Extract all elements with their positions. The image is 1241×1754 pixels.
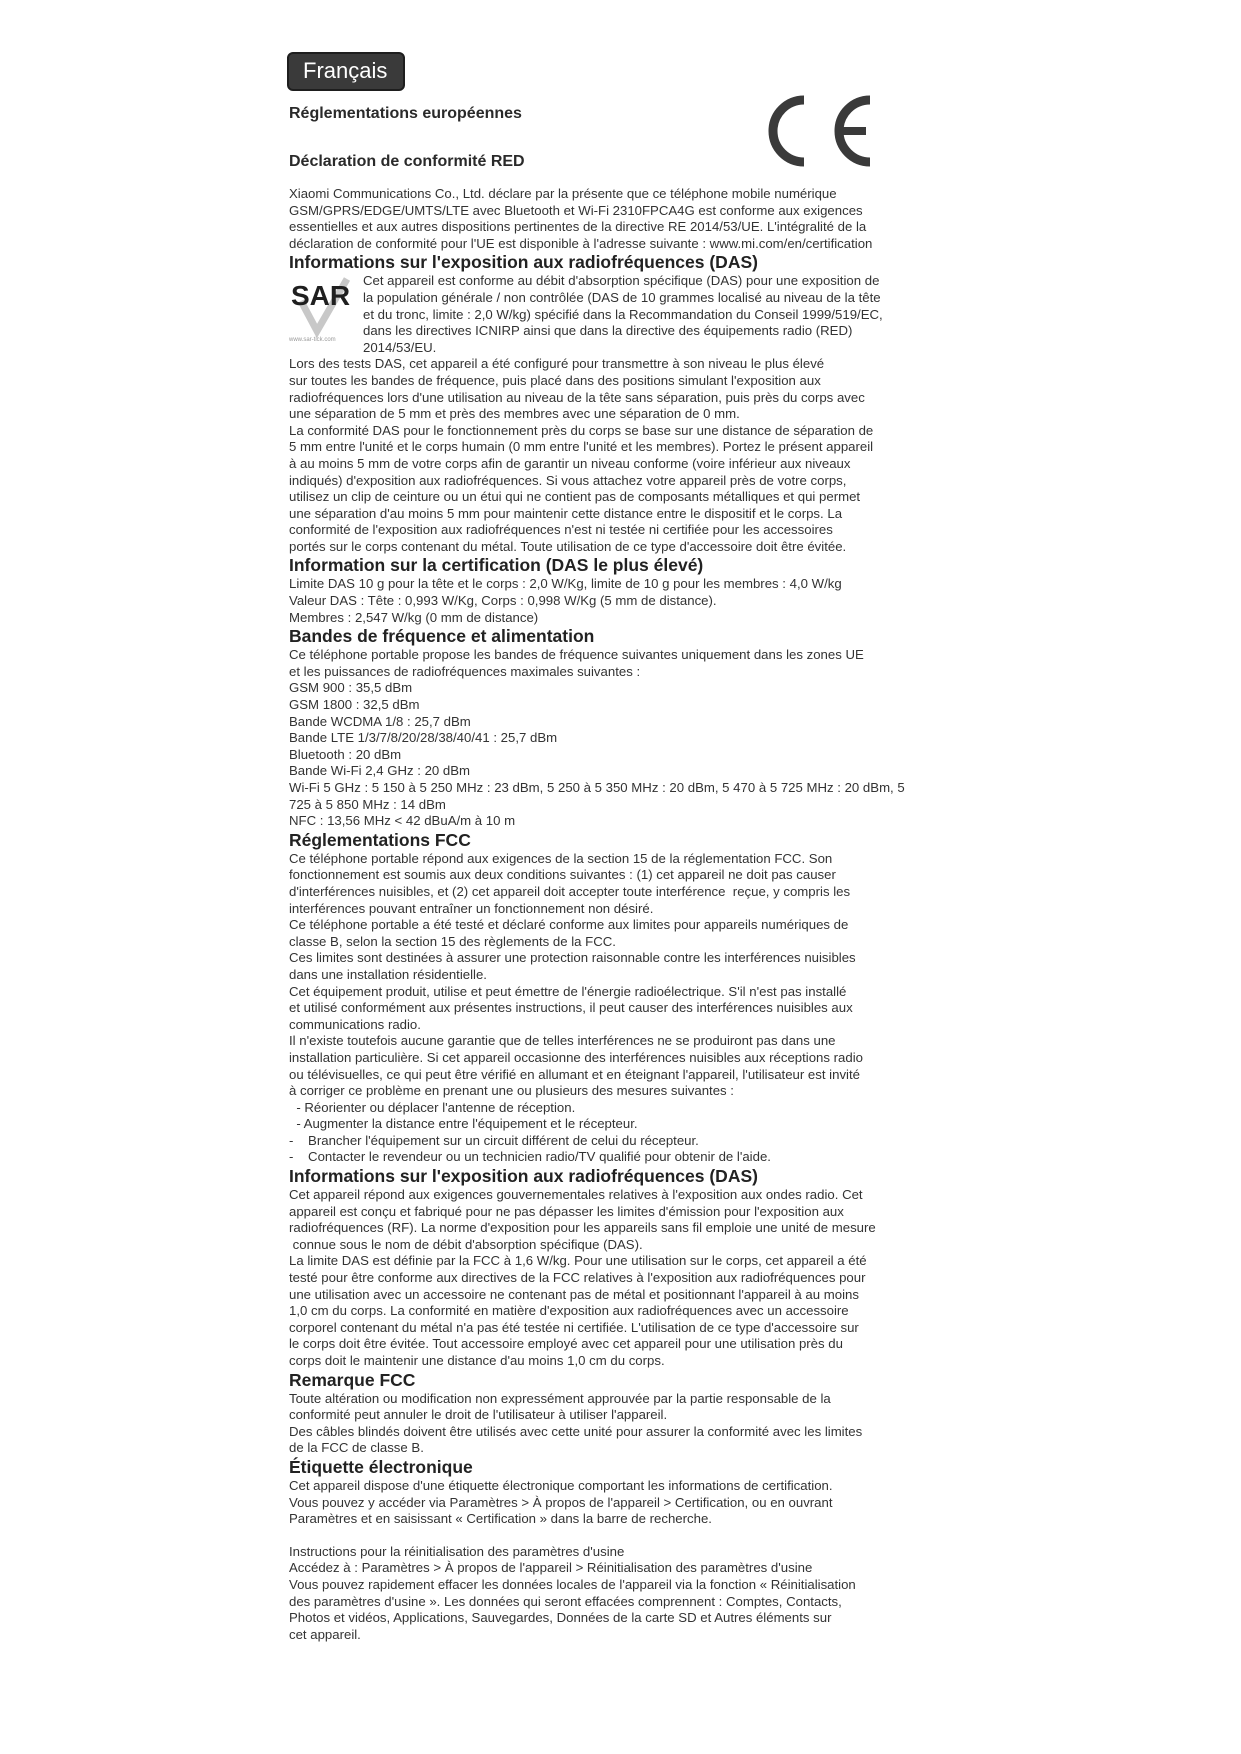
text-line: connue sous le nom de débit d'absorption spécifique (DAS). [289,1236,643,1252]
heading-red-declaration: Déclaration de conformité RED [289,153,525,170]
text-line: Photos et vidéos, Applications, Sauvegardes, Données de la carte SD et Autres éléments sur [289,1610,832,1626]
text-line: une séparation d'au moins 5 mm pour maintenir cette distance entre le dispositif et le corps. La [289,505,843,521]
text-line: - Brancher l'équipement sur un circuit différent de celui du récepteur. [289,1132,699,1148]
text-line: Il n'existe toutefois aucune garantie que de telles interférences ne se produiront pas dans une [289,1033,836,1049]
red-paragraph [289,186,961,252]
heading-rf-exposition-fcc: Informations sur l'exposition aux radiofréquences (DAS) [289,1166,758,1187]
text-line: Cet appareil répond aux exigences gouvernementales relatives à l'exposition aux ondes radio. Cet [289,1187,863,1203]
das-paragraph [289,356,961,555]
text-line: de la FCC de classe B. [289,1440,424,1456]
text-line: Vous pouvez rapidement effacer les données locales de l'appareil via la fonction « Réinitialisation [289,1576,856,1592]
text-line: Cet équipement produit, utilise et peut émettre de l'énergie radioélectrique. S'il n'est pas installé [289,983,847,999]
bands-paragraph [289,647,961,830]
text-line: ou télévisuelles, ce qui peut être vérifié en allumant et en éteignant l'appareil, l'utilisateur est invité [289,1066,860,1082]
text-line: fonctionnement est soumis aux deux conditions suivantes : (1) cet appareil ne doit pas causer [289,867,836,883]
heading-eu-regulations: Réglementations européennes [289,105,522,122]
heading-fcc-regulations: Réglementations FCC [289,829,471,850]
text-line: appareil est conçu et fabriqué pour ne pas dépasser les limites d'émission pour l'exposition aux [289,1203,844,1219]
text-line: - Augmenter la distance entre l'équipement et le récepteur. [289,1116,638,1132]
text-line: une utilisation avec un accessoire ne contenant pas de métal et positionnant l'appareil à au moins [289,1286,859,1302]
fcc-paragraph [289,851,961,1166]
text-line: et les puissances de radiofréquences maximales suivantes : [289,663,641,679]
text-line: Bande LTE 1/3/7/8/20/28/38/40/41 : 25,7 dBm [289,730,558,746]
text-line: radiofréquences (RF). La norme d'exposition pour les appareils sans fil emploie une unité de mesure [289,1220,876,1236]
sar-logo [289,273,363,345]
text-line: La conformité DAS pour le fonctionnement près du corps se base sur une distance de séparation de [289,422,874,438]
text-line: installation particulière. Si cet appareil occasionne des interférences nuisibles aux réceptions radio [289,1049,863,1065]
text-line: une séparation de 5 mm et près des membres avec une séparation de 0 mm. [289,406,740,422]
text-line: Ce téléphone portable a été testé et déclaré conforme aux limites pour appareils numériques de [289,917,849,933]
text-line: Wi-Fi 5 GHz : 5 150 à 5 250 MHz : 23 dBm, 5 250 à 5 350 MHz : 20 dBm, 5 470 à 5 725 MHz : 20 dBm, 5 [289,780,905,795]
text-line: 2014/53/EU. [363,339,437,355]
sar-block [289,273,961,356]
text-line: - Réorienter ou déplacer l'antenne de réception. [289,1099,576,1115]
heading-rf-exposition: Informations sur l'exposition aux radiofréquences (DAS) [289,252,758,273]
text-line: Des câbles blindés doivent être utilisés avec cette unité pour assurer la conformité avec les limites [289,1423,863,1439]
text-line: déclaration de conformité pour l'UE est disponible à l'adresse suivante : www.mi.com/en/certification [289,235,873,251]
text-line: dans une installation résidentielle. [289,966,487,982]
text-line: Xiaomi Communications Co., Ltd. déclare par la présente que ce téléphone mobile numérique [289,186,837,201]
text-line: - Contacter le revendeur ou un technicien radio/TV qualifié pour obtenir de l'aide. [289,1149,771,1165]
text-line: indiqués) d'exposition aux radiofréquences. Si vous attachez votre appareil près de votre corps, [289,472,847,488]
certification-paragraph [289,576,961,626]
text-line: conformité de l'exposition aux radiofréquences n'est ni testée ni certifiée pour les accessoires [289,522,833,538]
text-line: Bluetooth : 20 dBm [289,746,402,762]
text-line: La limite DAS est définie par la FCC à 1,6 W/kg. Pour une utilisation sur le corps, cet appareil a été [289,1253,867,1269]
text-line: interférences pouvant entraîner un fonctionnement non désiré. [289,900,654,916]
text-line: utilisez un clip de ceinture ou un étui qui ne contient pas de composants métalliques et qui permet [289,489,861,505]
text-line: la population générale / non contrôlée (DAS de 10 grammes localisé au niveau de la tête [363,289,881,305]
text-line: radiofréquences lors d'une utilisation au niveau de la tête sans séparation, puis près du corps avec [289,389,865,405]
text-line: sur toutes les bandes de fréquence, puis placé dans des positions simulant l'exposition aux [289,372,821,388]
sar-logo-text: SAR [291,280,351,312]
text-line: cet appareil. [289,1626,361,1642]
text-line: GSM 1800 : 32,5 dBm [289,697,420,713]
text-line: et du tronc, limite : 2,0 W/kg) spécifié dans la Recommandation du Conseil 1999/519/EC, [363,306,883,322]
text-line: à au moins 5 mm de votre corps afin de garantir un niveau conforme (voire inférieur aux niveaux [289,455,851,471]
sar-tick-icon [289,273,361,343]
text-line: Cet appareil dispose d'une étiquette électronique comportant les informations de certification. [289,1477,833,1493]
electronic-label-paragraph [289,1478,961,1528]
heading-certification: Information sur la certification (DAS le plus élevé) [289,555,704,576]
text-line: Bande Wi-Fi 2,4 GHz : 20 dBm [289,763,471,779]
text-line: corps doit le maintenir une distance d'au moins 1,0 cm du corps. [289,1353,665,1368]
text-line: Valeur DAS : Tête : 0,993 W/Kg, Corps : 0,998 W/Kg (5 mm de distance). [289,593,717,609]
text-line: Membres : 2,547 W/kg (0 mm de distance) [289,609,539,625]
text-line: à corriger ce problème en prenant une ou plusieurs des mesures suivantes : [289,1083,734,1099]
text-line: NFC : 13,56 MHz < 42 dBuA/m à 10 m [289,813,516,829]
text-line: communications radio. [289,1016,421,1032]
document-page [289,52,961,1643]
text-line: Limite DAS 10 g pour la tête et le corps : 2,0 W/Kg, limite de 10 g pour les membres : 4,0 W/kg [289,576,842,592]
factory-reset-paragraph [289,1544,961,1644]
text-line: classe B, selon la section 15 des règlements de la FCC. [289,933,616,949]
heading-frequency-bands: Bandes de fréquence et alimentation [289,626,595,647]
text-line: conformité peut annuler le droit de l'utilisateur à utiliser l'appareil. [289,1407,668,1423]
text-line: GSM 900 : 35,5 dBm [289,680,413,696]
text-line: testé pour être conforme aux directives de la FCC relatives à l'exposition aux radiofréquences pour [289,1270,866,1286]
text-line: Cet appareil est conforme au débit d'absorption spécifique (DAS) pour une exposition de [363,273,880,289]
language-tab [287,52,961,91]
text-line: Ce téléphone portable répond aux exigences de la section 15 de la réglementation FCC. Son [289,850,833,866]
text-line: 725 à 5 850 MHz : 14 dBm [289,796,446,812]
sar-paragraph [363,273,961,356]
text-line: Accédez à : Paramètres > À propos de l'appareil > Réinitialisation des paramètres d'usine [289,1560,813,1576]
heading-fcc-remark: Remarque FCC [289,1369,416,1390]
language-tab-label: Français [287,52,405,91]
text-line: Vous pouvez y accéder via Paramètres > À propos de l'appareil > Certification, ou en ouvrant [289,1494,833,1510]
heading-electronic-label: Étiquette électronique [289,1456,473,1477]
text-line: Paramètres et en saisissant « Certification » dans la barre de recherche. [289,1511,712,1527]
das-fcc-paragraph [289,1187,961,1370]
text-line: Toute altération ou modification non expressément approuvée par la partie responsable de la [289,1390,831,1406]
text-line: essentielles et aux autres dispositions pertinentes de la directive RE 2014/53/UE. L'intégralité de la [289,219,867,235]
text-line: Instructions pour la réinitialisation des paramètres d'usine [289,1543,625,1559]
text-line: portés sur le corps contenant du métal. Toute utilisation de ce type d'accessoire doit être évitée. [289,538,847,554]
text-line: le corps doit être évitée. Tout accessoire employé avec cet appareil pour une utilisation près du [289,1336,843,1352]
text-line: 5 mm entre l'unité et le corps humain (0 mm entre l'unité et les membres). Portez le présent appareil [289,439,874,455]
text-line: Ces limites sont destinées à assurer une protection raisonnable contre les interférences nuisibles [289,950,856,966]
text-line: dans les directives ICNIRP ainsi que dans la directive des équipements radio (RED) [363,323,853,339]
text-line: corporel contenant du métal n'a pas été testée ni certifiée. L'utilisation de ce type d'accessoire sur [289,1319,859,1335]
text-line: GSM/GPRS/EDGE/UMTS/LTE avec Bluetooth et Wi-Fi 2310FPCA4G est conforme aux exigences [289,202,863,218]
text-line: 1,0 cm du corps. La conformité en matière d'exposition aux radiofréquences avec un accessoire [289,1303,849,1319]
fcc-remark-paragraph [289,1391,961,1457]
text-line: des paramètres d'usine ». Les données qui seront effacées comprennent : Comptes, Contacts, [289,1593,842,1609]
text-line: d'interférences nuisibles, et (2) cet appareil doit accepter toute interférence reçue, y compris les [289,883,851,899]
text-line: et utilisé conformément aux présentes instructions, il peut causer des interférences nuisibles aux [289,1000,853,1016]
text-line: Bande WCDMA 1/8 : 25,7 dBm [289,713,471,729]
sar-logo-url: www.sar-tick.com [289,337,336,344]
text-line: Ce téléphone portable propose les bandes de fréquence suivantes uniquement dans les zones UE [289,647,864,663]
text-line: Lors des tests DAS, cet appareil a été configuré pour transmettre à son niveau le plus élevé [289,356,825,372]
